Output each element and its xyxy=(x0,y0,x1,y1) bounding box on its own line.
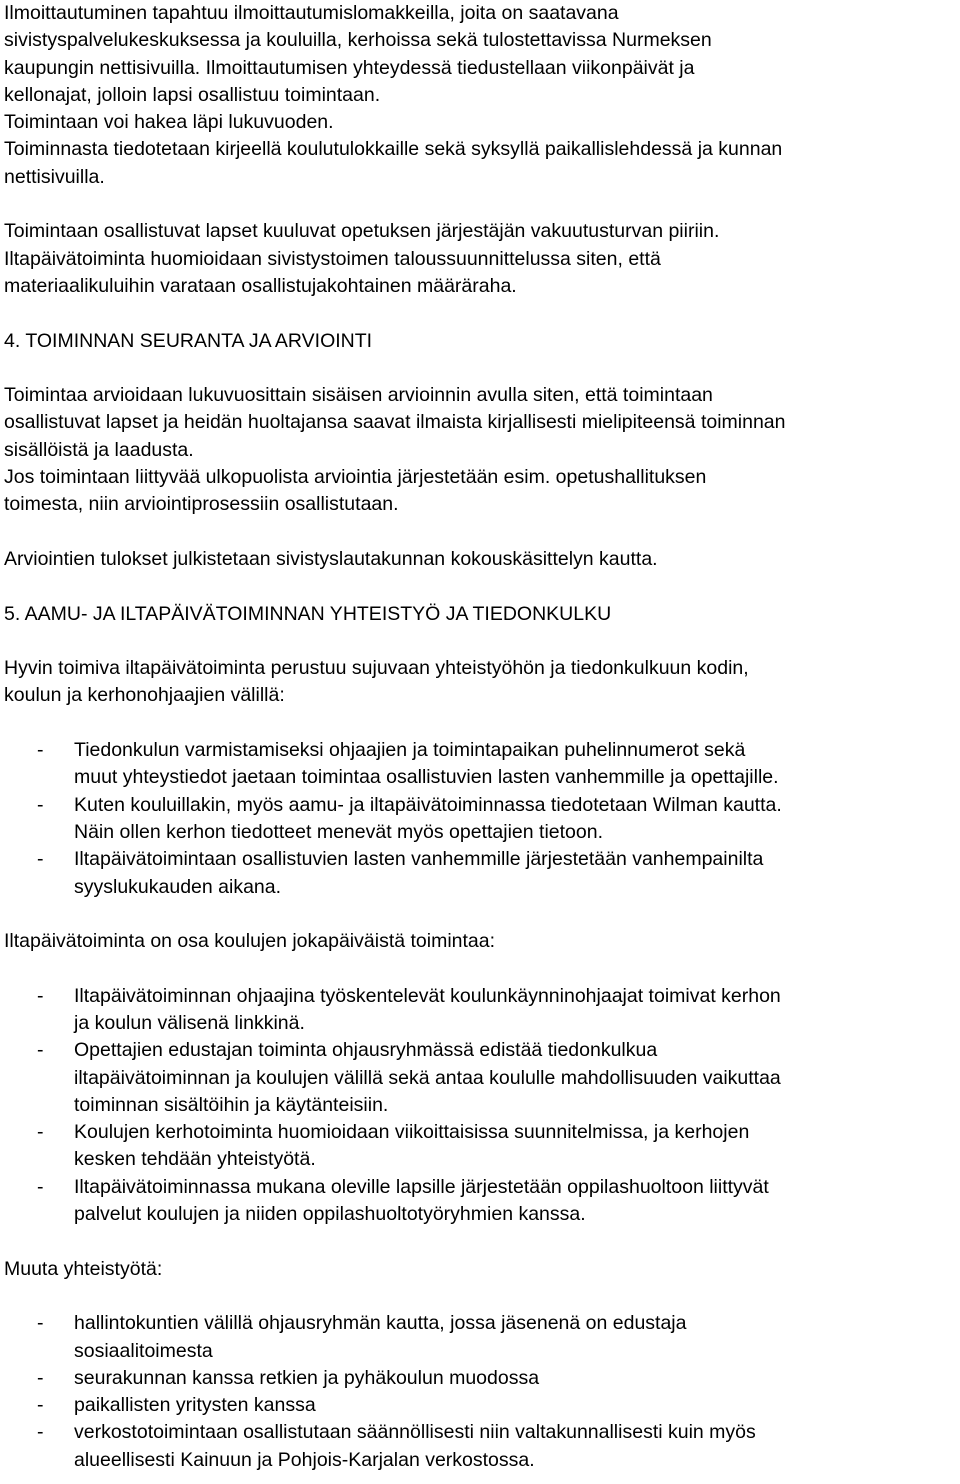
list-item xyxy=(4,1392,956,1419)
section-5-intro: Hyvin toimiva iltapäivätoiminta perustuu sujuvaan yhteistyöhön ja tiedonkulkuun kodin, koulun ja kerhonohjaajien välillä: xyxy=(4,657,749,707)
list-item-text: Opettajien edustajan toiminta ohjausryhmässä edistää tiedonkulkua iltapäivätoiminnan ja koulujen välillä sekä antaa koululle mahdollisuuden vaikuttaa toiminnan sisältöihin ja käytänteisiin. xyxy=(74,1039,781,1116)
dash-bullet: - xyxy=(37,984,44,1007)
dash-bullet: - xyxy=(37,793,44,816)
cooperation-list-3 xyxy=(4,1310,956,1474)
section-5-intro-2: Iltapäivätoiminta on osa koulujen jokapäiväistä toimintaa: xyxy=(4,930,496,953)
cooperation-list-1 xyxy=(4,737,956,901)
list-item xyxy=(4,792,956,847)
dash-bullet: - xyxy=(37,1121,44,1144)
list-item-text: paikallisten yritysten kanssa xyxy=(74,1394,316,1417)
section-4-paragraph-1: Toimintaa arvioidaan lukuvuosittain sisäisen arvioinnin avulla siten, että toimintaan osallistuvat lapset ja heidän huoltajansa saavat ilmaista kirjallisesti mielipiteensä toiminnan sisällöistä ja laadusta. Jos toimintaan liittyvää ulkopuolista arviointia järjestetään esim. opetushallituksen toimesta, niin arviointiprosessiin osallistutaan. xyxy=(4,384,786,516)
list-item-text: Kuten kouluillakin, myös aamu- ja iltapäivätoiminnassa tiedotetaan Wilman kautta. Näin ollen kerhon tiedotteet menevät myös opettajien tietoon. xyxy=(74,793,782,843)
section-4-heading: 4. TOIMINNAN SEURANTA JA ARVIOINTI xyxy=(4,329,373,352)
list-item-text: Tiedonkulun varmistamiseksi ohjaajien ja toimintapaikan puhelinnumerot sekä muut yhteystiedot jaetaan toimintaa osallistuvien lasten vanhemmille ja opettajille. xyxy=(74,739,779,789)
list-item-text: Iltapäivätoiminnan ohjaajina työskentelevät koulunkäynninohjaajat toimivat kerhon ja koulun välisenä linkkinä. xyxy=(74,984,781,1034)
spacer xyxy=(4,519,956,546)
dash-bullet: - xyxy=(37,848,44,871)
dash-bullet: - xyxy=(37,1421,44,1444)
spacer xyxy=(4,628,956,655)
dash-bullet: - xyxy=(37,1312,44,1335)
spacer xyxy=(4,300,956,327)
spacer xyxy=(4,1228,956,1255)
dash-bullet: - xyxy=(37,739,44,762)
dash-bullet: - xyxy=(37,1175,44,1198)
list-item xyxy=(4,1419,956,1474)
spacer xyxy=(4,955,956,982)
spacer xyxy=(4,573,956,600)
list-item xyxy=(4,1174,956,1229)
list-item xyxy=(4,1365,956,1392)
section-5-intro-3: Muuta yhteistyötä: xyxy=(4,1257,163,1280)
list-item xyxy=(4,1119,956,1174)
list-item xyxy=(4,846,956,901)
dash-bullet: - xyxy=(37,1394,44,1417)
spacer xyxy=(4,901,956,928)
list-item-text: seurakunnan kanssa retkien ja pyhäkoulun muodossa xyxy=(74,1366,540,1389)
list-item xyxy=(4,1310,956,1365)
list-item xyxy=(4,737,956,792)
section-4-paragraph-2: Arviointien tulokset julkistetaan sivistyslautakunnan kokouskäsittelyn kautta. xyxy=(4,547,658,570)
list-item-text: verkostotoimintaan osallistutaan säännöllisesti niin valtakunnallisesti kuin myös alueellisesti Kainuun ja Pohjois-Karjalan verkostossa. xyxy=(74,1421,756,1471)
list-item-text: hallintokuntien välillä ohjausryhmän kautta, jossa jäsenenä on edustaja sosiaalitoimesta xyxy=(74,1312,687,1362)
list-item-text: Iltapäivätoimintaan osallistuvien lasten vanhemmille järjestetään vanhempainilta syyslukukauden aikana. xyxy=(74,848,764,898)
spacer xyxy=(4,355,956,382)
spacer xyxy=(4,1283,956,1310)
spacer xyxy=(4,191,956,218)
cooperation-list-2 xyxy=(4,983,956,1229)
spacer xyxy=(4,710,956,737)
dash-bullet: - xyxy=(37,1039,44,1062)
dash-bullet: - xyxy=(37,1366,44,1389)
list-item xyxy=(4,1037,956,1119)
intro-paragraph-2: Toimintaan osallistuvat lapset kuuluvat opetuksen järjestäjän vakuutusturvan piiriin. Iltapäivätoiminta huomioidaan sivistystoimen taloussuunnittelussa siten, että materiaalikuluihin varataan osallistujakohtainen määräraha. xyxy=(4,220,720,297)
list-item-text: Iltapäivätoiminnassa mukana oleville lapsille järjestetään oppilashuoltoon liittyvät palvelut koulujen ja niiden oppilashuoltotyöryhmien kanssa. xyxy=(74,1175,769,1226)
intro-paragraph-1: Ilmoittautuminen tapahtuu ilmoittautumislomakkeilla, joita on saatavana sivistyspalvelukeskuksessa ja kouluilla, kerhoissa sekä tulostettavissa Nurmeksen kaupungin nettisivuilla. Ilmoittautumisen yhteydessä tiedustellaan viikonpäivät ja kellonajat, jolloin lapsi osallistuu toimintaan. Toimintaan voi hakea läpi lukuvuoden. Toiminnasta tiedotetaan kirjeellä koulutulokkaille sekä syksyllä paikallislehdessä ja kunnan nettisivuilla. xyxy=(4,2,783,188)
list-item-text: Koulujen kerhotoiminta huomioidaan viikoittaisissa suunnitelmissa, ja kerhojen kesken tehdään yhteistyötä. xyxy=(74,1121,750,1171)
document-page xyxy=(4,0,956,1474)
list-item xyxy=(4,983,956,1038)
section-5-heading: 5. AAMU- JA ILTAPÄIVÄTOIMINNAN YHTEISTYÖ JA TIEDONKULKU xyxy=(4,602,612,625)
